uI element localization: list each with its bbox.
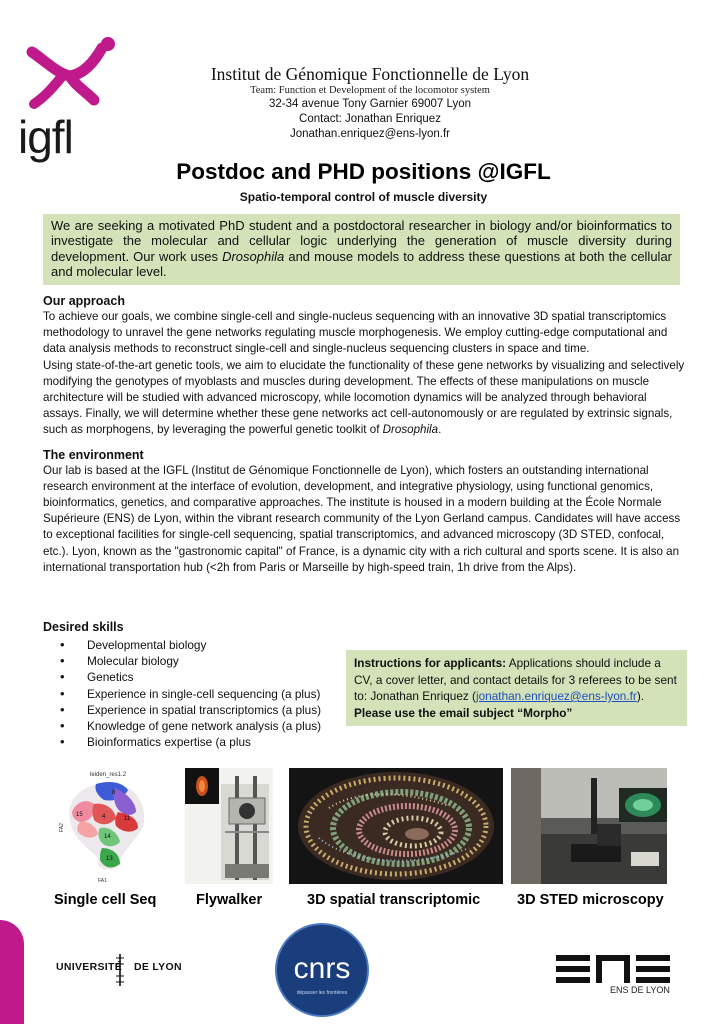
skill-item: • Experience in spatial transcriptomics (a plus) (60, 702, 321, 718)
skill-item: • Experience in single-cell sequencing (a plus) (60, 686, 321, 702)
corner-decoration (0, 920, 24, 1024)
cnrs-logo (274, 922, 370, 1018)
skill-item: • Knowledge of gene network analysis (a plus) (60, 718, 321, 734)
skill-item: • Developmental biology (60, 637, 321, 653)
skill-item: • Bioinformatics expertise (a plus (60, 734, 321, 750)
approach-heading: Our approach (43, 294, 125, 308)
caption-single-cell: Single cell Seq (54, 892, 157, 908)
flywalker-photo (185, 768, 273, 884)
environment-paragraph: Our lab is based at the IGFL (Institut de Génomique Fonctionnelle de Lyon), which fosters an outstanding international research environment at the interface of evolution, development, and integrative physiology, using functional genomics, bioinformatics, genetics, and comparative approaches. The institute is housed in a modern building at the École Normale Supérieure (ENS) de Lyon, within the vibrant research community of the Lyon Gerland campus. Candidates will have access to exceptional facilities for single-cell sequencing, spatial transcriptomics, and advanced microscopy (3D STED, confocal, etc.). Lyon, known as the "gastronomic capital" of France, is a dynamic city with a rich cultural and sports scene. It is also an international transportation hub (<2h from Paris or Marseille by high-speed train, 1h drive from the Alps). (43, 463, 681, 574)
email-link[interactable]: jonathan.enriquez@ens-lyon.fr (475, 689, 637, 703)
approach-p2-italic: Drosophila (382, 423, 439, 437)
intro-text-1: We are seeking a motivated PhD student and a postdoctoral researcher in biology and/or bioinformatics to investigate the molecular and cellular logic underlying the generation of muscle diversity during development. Our work uses (51, 218, 672, 264)
instructions-text-2: ). (636, 689, 645, 703)
institute-name: Institut de Génomique Fonctionnelle de Lyon (210, 64, 530, 84)
spatial-transcriptomic-image (289, 768, 503, 884)
umap-ylabel: FA2 (59, 823, 65, 832)
universite-de-lyon-logo (56, 952, 182, 988)
team-line: Team: Function et Development of the locomotor system (250, 85, 490, 96)
instructions-box (346, 650, 687, 726)
intro-italic: Drosophila (222, 248, 285, 264)
instructions-text-1: Applications should include a CV, a cover letter, and contact details for 3 referees to be sent to: Jonathan Enriquez ( (354, 656, 677, 703)
intro-text-2: and mouse models to address these questions at both the cellular and molecular level. (51, 248, 672, 280)
page-title: Postdoc and PHD positions @IGFL (176, 159, 551, 184)
cluster-label: 15 (76, 812, 83, 818)
cluster-label: 13 (106, 856, 113, 862)
approach-p2-text: Using state-of-the-art genetic tools, we aim to elucidate the functionality of these gene networks by visualizing and selectively modifying the genotypes of myoblasts and muscles during development. The effects of these manipulations on muscle architecture will be studied with advanced microscopy, while locomotion dynamics will be analyzed through behavioral assays. Finally, we will determine whether these gene networks act cell-autonomously or are regulated by extrinsic signals, such as morphogens, by leveraging the powerful genetic toolkit of (43, 358, 685, 437)
cnrs-tagline: dépasser les frontières (296, 990, 348, 996)
cluster-label: 8 (112, 790, 116, 796)
univ-separator-icon (114, 952, 126, 988)
sted-microscope-photo (511, 768, 667, 884)
skill-item: • Genetics (60, 669, 321, 685)
univ-part2: DE LYON (134, 961, 182, 973)
intro-box (43, 214, 680, 285)
igfl-logo (8, 34, 118, 163)
cluster-label: 11 (124, 816, 131, 822)
ens-subtitle: ENS DE LYON (610, 985, 670, 995)
ens-mark-icon (556, 955, 672, 983)
univ-part1: UNIVERSITÉ (56, 961, 123, 973)
header-block (140, 64, 600, 142)
skills-list (60, 637, 321, 750)
skills-heading: Desired skills (43, 620, 124, 634)
caption-spatial: 3D spatial transcriptomic (307, 892, 481, 908)
cluster-label: 14 (104, 834, 111, 840)
approach-paragraph-1: To achieve our goals, we combine single-cell and single-nucleus sequencing with an innovative 3D spatial transcriptomics methodology to unravel the gene networks regulating muscle morphogenesis. We employ cutting-edge computational and data analysis methods to reconstruct single-cell and single-nucleus sequencing clusters in space and time. (43, 310, 668, 356)
address-line: 32-34 avenue Tony Garnier 69007 Lyon (268, 98, 472, 110)
caption-sted: 3D STED microscopy (517, 892, 664, 908)
approach-paragraph-2 (43, 358, 685, 439)
contact-email[interactable]: Jonathan.enriquez@ens-lyon.fr (290, 128, 450, 140)
umap-xlabel: FA1 (98, 878, 107, 884)
instructions-label: Instructions for applicants: (354, 656, 507, 670)
cnrs-wordmark: cnrs (293, 952, 351, 985)
umap-title: leiden_res1.2 (90, 772, 127, 778)
environment-heading: The environment (43, 447, 144, 462)
umap-figure (58, 768, 158, 886)
igfl-wordmark: igfl (18, 111, 73, 163)
contact-line: Contact: Jonathan Enriquez (299, 113, 441, 125)
body-text (43, 293, 685, 576)
skill-item: • Molecular biology (60, 653, 321, 669)
approach-p2-end: . (438, 423, 442, 437)
page-subtitle: Spatio-temporal control of muscle diversity (239, 190, 488, 204)
instructions-subject: Please use the email subject “Morpho” (354, 705, 573, 720)
caption-flywalker: Flywalker (196, 892, 263, 908)
igfl-figure-icon (24, 34, 116, 116)
cluster-label: 4 (102, 814, 106, 820)
